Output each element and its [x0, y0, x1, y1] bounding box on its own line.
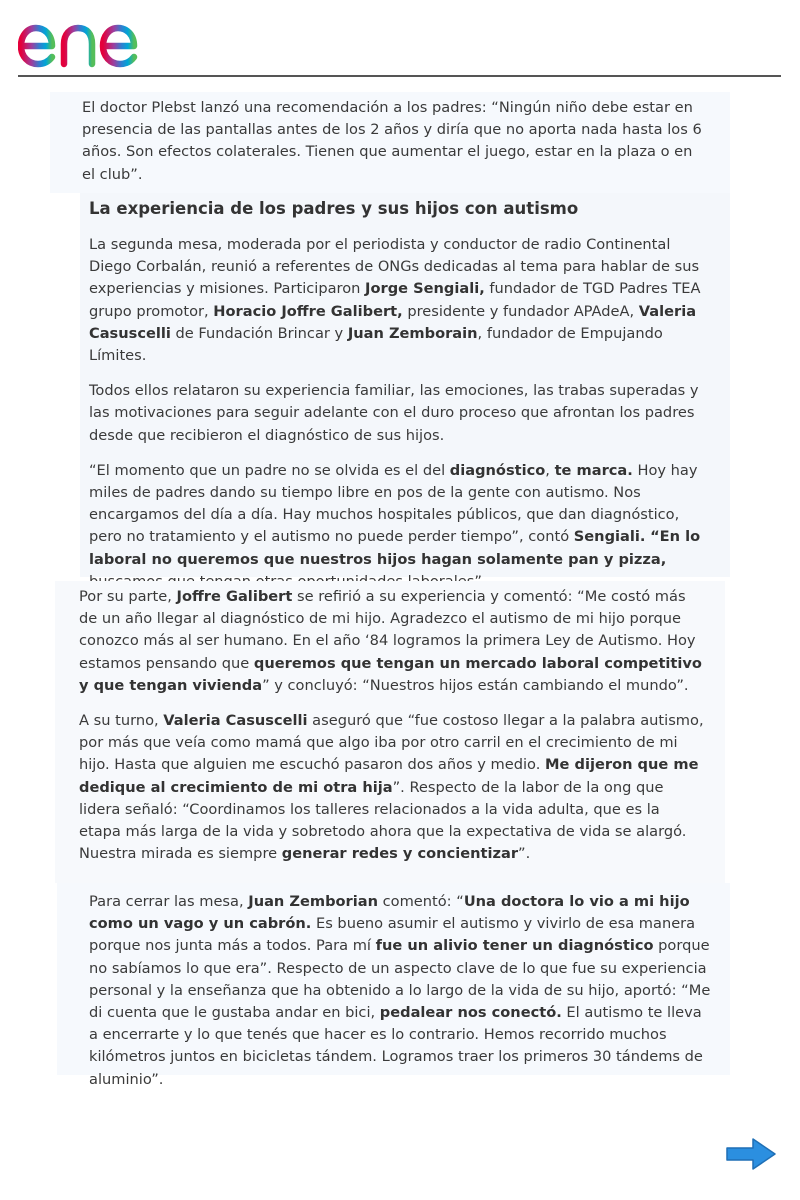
- galibert-paragraph: Por su parte, Joffre Galibert se refirió a su experiencia y comentó: “Me costó más de un año llegar al diagnóstico de mi hijo. Agradezco el autismo de mi hijo porque conozco más al ser humano. En el año ‘84 logramos la primera Ley de Autismo. Hoy estamos pensando que queremos que tengan un mercado laboral competitivo y que tengan vivienda” y concluyó: “Nuestros hijos están cambiando el mundo”.: [79, 588, 702, 694]
- sengiali-quote-paragraph: “El momento que un padre no se olvida es el del diagnóstico, te marca. Hoy hay miles de padres dando su tiempo libre en pos de la gente con autismo. Nos encargamos del día a día. Hay muchos hospitales públicos, que dan diagnóstico, pero no tratamiento y el autismo no puede perder tiempo”, contó Sengiali. “En lo laboral no queremos que nuestros hijos hagan solamente pan y pizza,: [89, 461, 701, 568]
- testimonials-block: [55, 581, 725, 883]
- section-block: [80, 193, 730, 577]
- intro-paragraph: El doctor Plebst lanzó una recomendación a los padres: “Ningún niño debe estar en presencia de las pantallas antes de los 2 años y diría que no aporta nada hasta los 6 años. Son efectos colaterales. Tienen que aumentar el juego, estar en la plaza o en el club”.: [82, 99, 702, 183]
- casuscelli-paragraph: A su turno, Valeria Casuscelli aseguró que “fue costoso llegar a la palabra autismo, por más que veía como mamá que algo iba por otro carril en el crecimiento de mi hijo. Hasta que alguien me escuchó pasaron dos años y medio. Me dijeron que me dedique al crecimiento de mi otra hija”. Respecto de la labor de la ong que lidera señaló: “Coordinamos los talleres relacionados a la vida adulta, que es la etapa más larga de la vida y sobretodo ahora que la expectativa de vida se alargó. Nuestra mirada es siempre generar redes y concientizar”.: [79, 712, 704, 863]
- arrow-right-icon: [725, 1136, 777, 1172]
- section-paragraph-2: Todos ellos relataron su experiencia familiar, las emociones, las trabas superadas y las motivaciones para seguir adelante con el duro proceso que afrontan los padres desde que recibieron el diagnóstico de sus hijos.: [89, 382, 699, 444]
- zemborian-block: [57, 883, 730, 1088]
- next-page-button[interactable]: [725, 1136, 777, 1172]
- enel-logo[interactable]: [18, 6, 180, 70]
- section-heading: La experiencia de los padres y sus hijos con autismo: [89, 199, 579, 218]
- zemborian-paragraph: Para cerrar las mesa, Juan Zemborian comentó: “Una doctora lo vio a mi hijo como un vago y un cabrón. Es bueno asumir el autismo y vivirlo de esa manera porque nos junta más a todos. Para mí fue un alivio tener un diagnóstico porque no sabíamos lo que era”. Respecto de un aspecto clave de lo que fue su experiencia personal y la enseñanza que ha obtenido a lo largo de la vida de su hijo, aportó: “Me di cuenta que le gustaba andar en bici, pedalear nos conectó. El autismo te lleva a encerrarte y lo que tenés que hacer es lo contrario. Hemos recorrido muchos kilómetros juntos en bicicletas tándem. Logramos traer los primeros 30 tándems de aluminio”.: [89, 893, 711, 1088]
- intro-paragraph-block: [50, 92, 730, 193]
- header: [18, 0, 781, 77]
- section-paragraph-1: La segunda mesa, moderada por el periodista y conductor de radio Continental Diego Corbalán, reunió a referentes de ONGs dedicadas al tema para hablar de sus experiencias y misiones. Participaron Jorge Sengiali, fundador de TGD Padres TEA grupo promotor, Horacio Joffre Galibert, presidente y fundador APAdeA, Valeria Casuscelli de Fundación Brincar y Juan Zemborain, fundador de Empujando Límites.: [89, 236, 701, 365]
